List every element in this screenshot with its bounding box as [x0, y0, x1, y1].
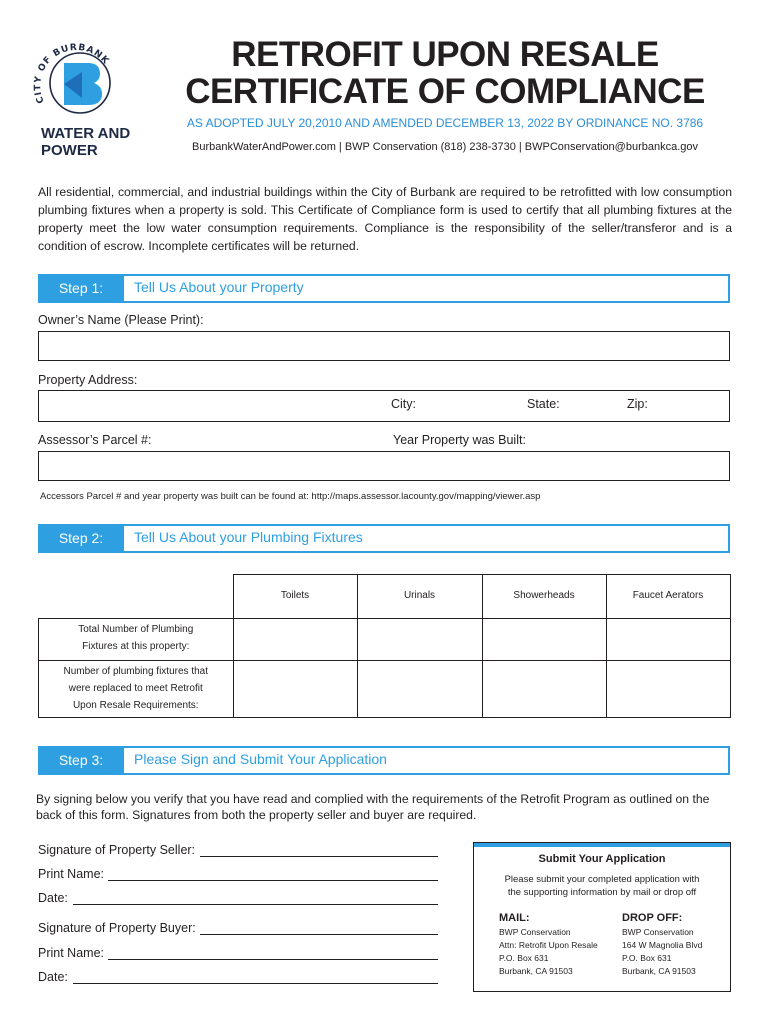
seller-print-line[interactable] — [108, 880, 438, 881]
cell-replaced-showerheads[interactable] — [482, 661, 606, 718]
step3-text: By signing below you verify that you have read and complied with the requirements of the Retrofit Program as outlined on the back of this form. Signatures from both the property seller and buyer are required. — [36, 792, 710, 822]
step3-bar — [38, 746, 730, 775]
step1-bar — [38, 274, 730, 303]
submit-instructions-line: Please submit your completed application with — [504, 874, 700, 885]
step2-bar — [38, 524, 730, 553]
seller-date-label: Date: — [38, 891, 68, 905]
row-label-line: Upon Resale Requirements: — [72, 700, 199, 711]
drop-off-heading: DROP OFF: — [622, 912, 683, 924]
submit-box-accent — [474, 843, 730, 847]
mail-heading: MAIL: — [499, 912, 530, 924]
buyer-date-label: Date: — [38, 970, 68, 984]
mail-address — [499, 910, 598, 978]
submit-instructions-line: the supporting information by mail or drop off — [507, 887, 697, 898]
submit-instructions — [474, 873, 730, 899]
mail-line: Burbank, CA 91503 — [499, 966, 573, 976]
buyer-signature-line[interactable] — [200, 934, 438, 935]
column-header-showerheads: Showerheads — [482, 575, 606, 619]
logo-org-line1: WATER AND — [41, 125, 131, 142]
drop-off-address — [622, 910, 702, 978]
owner-name-field[interactable] — [38, 331, 730, 361]
cell-replaced-faucet-aerators[interactable] — [606, 661, 730, 718]
table-row — [39, 619, 731, 661]
contact-line: BurbankWaterAndPower.com | BWP Conservation (818) 238-3730 | BWPConservation@burbankca.gov — [191, 141, 699, 153]
parcel-note: Accessors Parcel # and year property was built can be found at: http://maps.assessor.lacounty.gov/mapping/viewer.asp — [40, 491, 541, 502]
drop-off-line: BWP Conservation — [622, 927, 694, 937]
buyer-print-line[interactable] — [108, 959, 438, 960]
owner-name-label: Owner’s Name (Please Print): — [38, 313, 204, 327]
row-label-line: were replaced to meet Retrofit — [68, 683, 203, 694]
parcel-year-field[interactable] — [38, 451, 730, 481]
property-address-field[interactable] — [38, 390, 730, 422]
table-corner — [39, 575, 234, 619]
step2-title: Tell Us About your Plumbing Fixtures — [134, 529, 363, 545]
mail-line: P.O. Box 631 — [499, 953, 549, 963]
state-label: State: — [527, 397, 560, 411]
intro-paragraph: All residential, commercial, and industrial buildings within the City of Burbank are required to be retrofitted with low consumption plumbing fixtures when a property is sold. This Certificate of Compliance form is used to certify that all plumbing fixtures at the property meet the low water consumption requirements. Compliance is the responsibility of the seller/transferor and is a condition of escrow. Incomplete certificates will be returned. — [38, 185, 732, 253]
drop-off-line: P.O. Box 631 — [622, 953, 672, 963]
bwp-logo-mark — [30, 40, 140, 130]
drop-off-line: 164 W Magnolia Blvd — [622, 940, 703, 950]
page-title-line2: CERTIFICATE OF COMPLIANCE — [185, 72, 705, 111]
buyer-signature-label: Signature of Property Buyer: — [38, 921, 196, 935]
logo-ring-text: CITY OF BURBANK — [33, 42, 111, 105]
row-label-line: Fixtures at this property: — [82, 641, 190, 652]
page-subtitle: AS ADOPTED JULY 20,2010 AND AMENDED DECEMBER 13, 2022 BY ORDINANCE NO. 3786 — [186, 116, 704, 130]
logo-org-name — [41, 125, 130, 159]
cell-replaced-urinals[interactable] — [357, 661, 482, 718]
fixtures-table — [38, 574, 731, 718]
seller-print-label: Print Name: — [38, 867, 104, 881]
mail-line: Attn: Retrofit Upon Resale — [499, 940, 598, 950]
row-label-total — [39, 619, 234, 661]
cell-total-faucet-aerators[interactable] — [606, 619, 730, 661]
column-header-urinals: Urinals — [357, 575, 482, 619]
buyer-date-line[interactable] — [73, 983, 438, 984]
parcel-label: Assessor’s Parcel #: — [38, 433, 152, 447]
cell-replaced-toilets[interactable] — [233, 661, 357, 718]
zip-label: Zip: — [627, 397, 648, 411]
step3-badge: Step 3: — [38, 746, 124, 775]
property-address-label: Property Address: — [38, 373, 138, 387]
cell-total-toilets[interactable] — [233, 619, 357, 661]
logo-org-line2: POWER — [41, 142, 98, 159]
step2-badge: Step 2: — [38, 524, 124, 553]
seller-date-line[interactable] — [73, 904, 438, 905]
city-label: City: — [391, 397, 416, 411]
drop-off-line: Burbank, CA 91503 — [622, 966, 696, 976]
step3-title: Please Sign and Submit Your Application — [134, 751, 387, 767]
seller-signature-line[interactable] — [200, 856, 438, 857]
column-header-faucet-aerators: Faucet Aerators — [606, 575, 730, 619]
row-label-line: Total Number of Plumbing — [78, 624, 194, 635]
cell-total-showerheads[interactable] — [482, 619, 606, 661]
column-header-toilets: Toilets — [233, 575, 357, 619]
page-title-line1: RETROFIT UPON RESALE — [231, 35, 659, 74]
step1-badge: Step 1: — [38, 274, 124, 303]
seller-signature-label: Signature of Property Seller: — [38, 843, 196, 857]
step1-title: Tell Us About your Property — [134, 279, 304, 295]
mail-line: BWP Conservation — [499, 927, 571, 937]
submit-application-box — [473, 842, 731, 992]
submit-heading: Submit Your Application — [538, 853, 666, 865]
buyer-print-label: Print Name: — [38, 946, 104, 960]
row-label-line: Number of plumbing fixtures that — [63, 666, 208, 677]
year-built-label: Year Property was Built: — [393, 433, 526, 447]
table-row — [39, 661, 731, 718]
cell-total-urinals[interactable] — [357, 619, 482, 661]
row-label-replaced — [39, 661, 234, 718]
